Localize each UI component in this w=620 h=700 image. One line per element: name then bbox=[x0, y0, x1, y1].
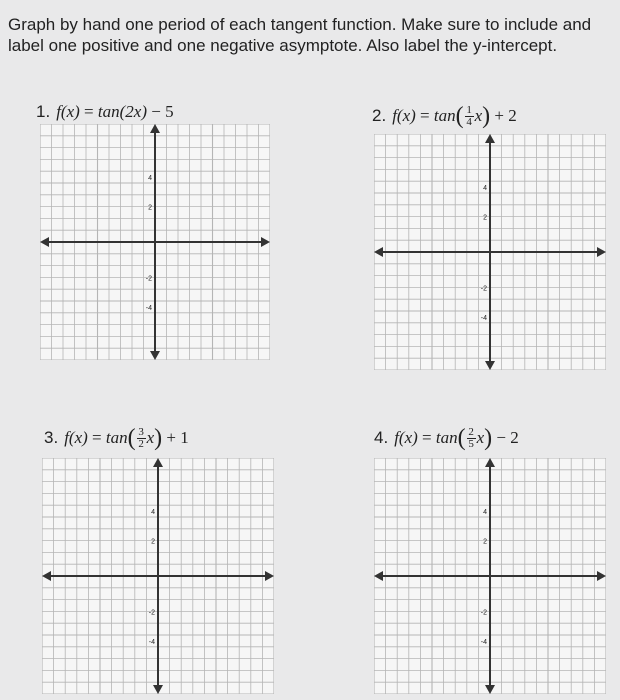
y-tick-label: 4 bbox=[483, 185, 487, 193]
graph-grid-2 bbox=[374, 134, 606, 370]
y-tick-label: 2 bbox=[483, 214, 487, 222]
problem-2-fraction bbox=[465, 105, 474, 128]
problem-2-fx: f(x) bbox=[392, 106, 416, 125]
problem-1-number: 1. bbox=[36, 102, 51, 121]
problem-1-func: tan bbox=[97, 102, 120, 121]
y-tick-label: -2 bbox=[145, 275, 152, 283]
problem-3-label: 3. f(x) = tan ( $\frac{3}{2}$ x ) + 1 bbox=[44, 425, 189, 451]
y-tick-label: -4 bbox=[480, 314, 487, 322]
problem-4-label: 4. f(x) = tan ( $\frac{2}{5}$ x ) − 2 bbox=[374, 425, 519, 451]
problem-2-var: x bbox=[474, 106, 483, 125]
problem-4-constant: − 2 bbox=[496, 428, 519, 447]
y-tick-label: -4 bbox=[480, 638, 487, 646]
problem-4-equals: = bbox=[422, 428, 432, 447]
problem-4-frac-num: 2 bbox=[468, 425, 474, 438]
y-tick-label: 2 bbox=[483, 538, 487, 546]
y-tick-label: 4 bbox=[483, 509, 487, 517]
y-tick-label: 4 bbox=[148, 175, 152, 183]
instructions-text: Graph by hand one period of each tangent function. Make sure to include and label one positive and one negative asymptote. Also label the y-intercept. bbox=[8, 15, 592, 55]
problem-2-constant: + 2 bbox=[494, 106, 517, 125]
problem-4-number: 4. bbox=[374, 428, 389, 447]
problem-3-fraction bbox=[137, 427, 146, 450]
y-tick-label: -4 bbox=[145, 304, 152, 312]
problem-3-number: 3. bbox=[44, 428, 59, 447]
problem-1-fx: f(x) bbox=[56, 102, 80, 121]
problem-3-constant: + 1 bbox=[166, 428, 189, 447]
problem-2-equals: = bbox=[420, 106, 430, 125]
y-tick-label: 4 bbox=[151, 509, 155, 517]
problem-2-label: 2. f(x) = tan ( $\frac{1}{4}$ x ) + 2 bbox=[372, 103, 517, 129]
problem-3-frac-num: 3 bbox=[138, 425, 144, 438]
problem-2-func: tan bbox=[433, 106, 456, 125]
problem-1-equals: = bbox=[84, 102, 94, 121]
y-tick-label: -2 bbox=[480, 285, 487, 293]
problem-1-arg: (2x) bbox=[119, 102, 147, 121]
y-tick-label: -2 bbox=[480, 609, 487, 617]
problem-4-func: tan bbox=[435, 428, 458, 447]
problem-2-frac-num: 1 bbox=[466, 103, 472, 116]
problem-3-frac-den: 2 bbox=[138, 437, 144, 450]
graph-grid-1 bbox=[40, 124, 270, 360]
y-tick-label: -4 bbox=[148, 638, 155, 646]
problem-3-var: x bbox=[146, 428, 155, 447]
problem-3-fx: f(x) bbox=[64, 428, 88, 447]
graph-grid-3 bbox=[42, 458, 274, 694]
problem-4-fx: f(x) bbox=[394, 428, 418, 447]
y-tick-label: 2 bbox=[148, 204, 152, 212]
y-tick-label: -2 bbox=[148, 609, 155, 617]
problem-3-equals: = bbox=[92, 428, 102, 447]
problem-1-label bbox=[36, 102, 174, 122]
y-tick-label: 2 bbox=[151, 538, 155, 546]
problem-4-fraction bbox=[467, 427, 476, 450]
graph-grid-4 bbox=[374, 458, 606, 694]
problem-4-var: x bbox=[476, 428, 485, 447]
problem-4-frac-den: 5 bbox=[468, 437, 474, 450]
problem-1-constant: − 5 bbox=[151, 102, 174, 121]
problem-3-func: tan bbox=[105, 428, 128, 447]
problem-2-frac-den: 4 bbox=[466, 115, 472, 128]
problem-2-number: 2. bbox=[372, 106, 387, 125]
